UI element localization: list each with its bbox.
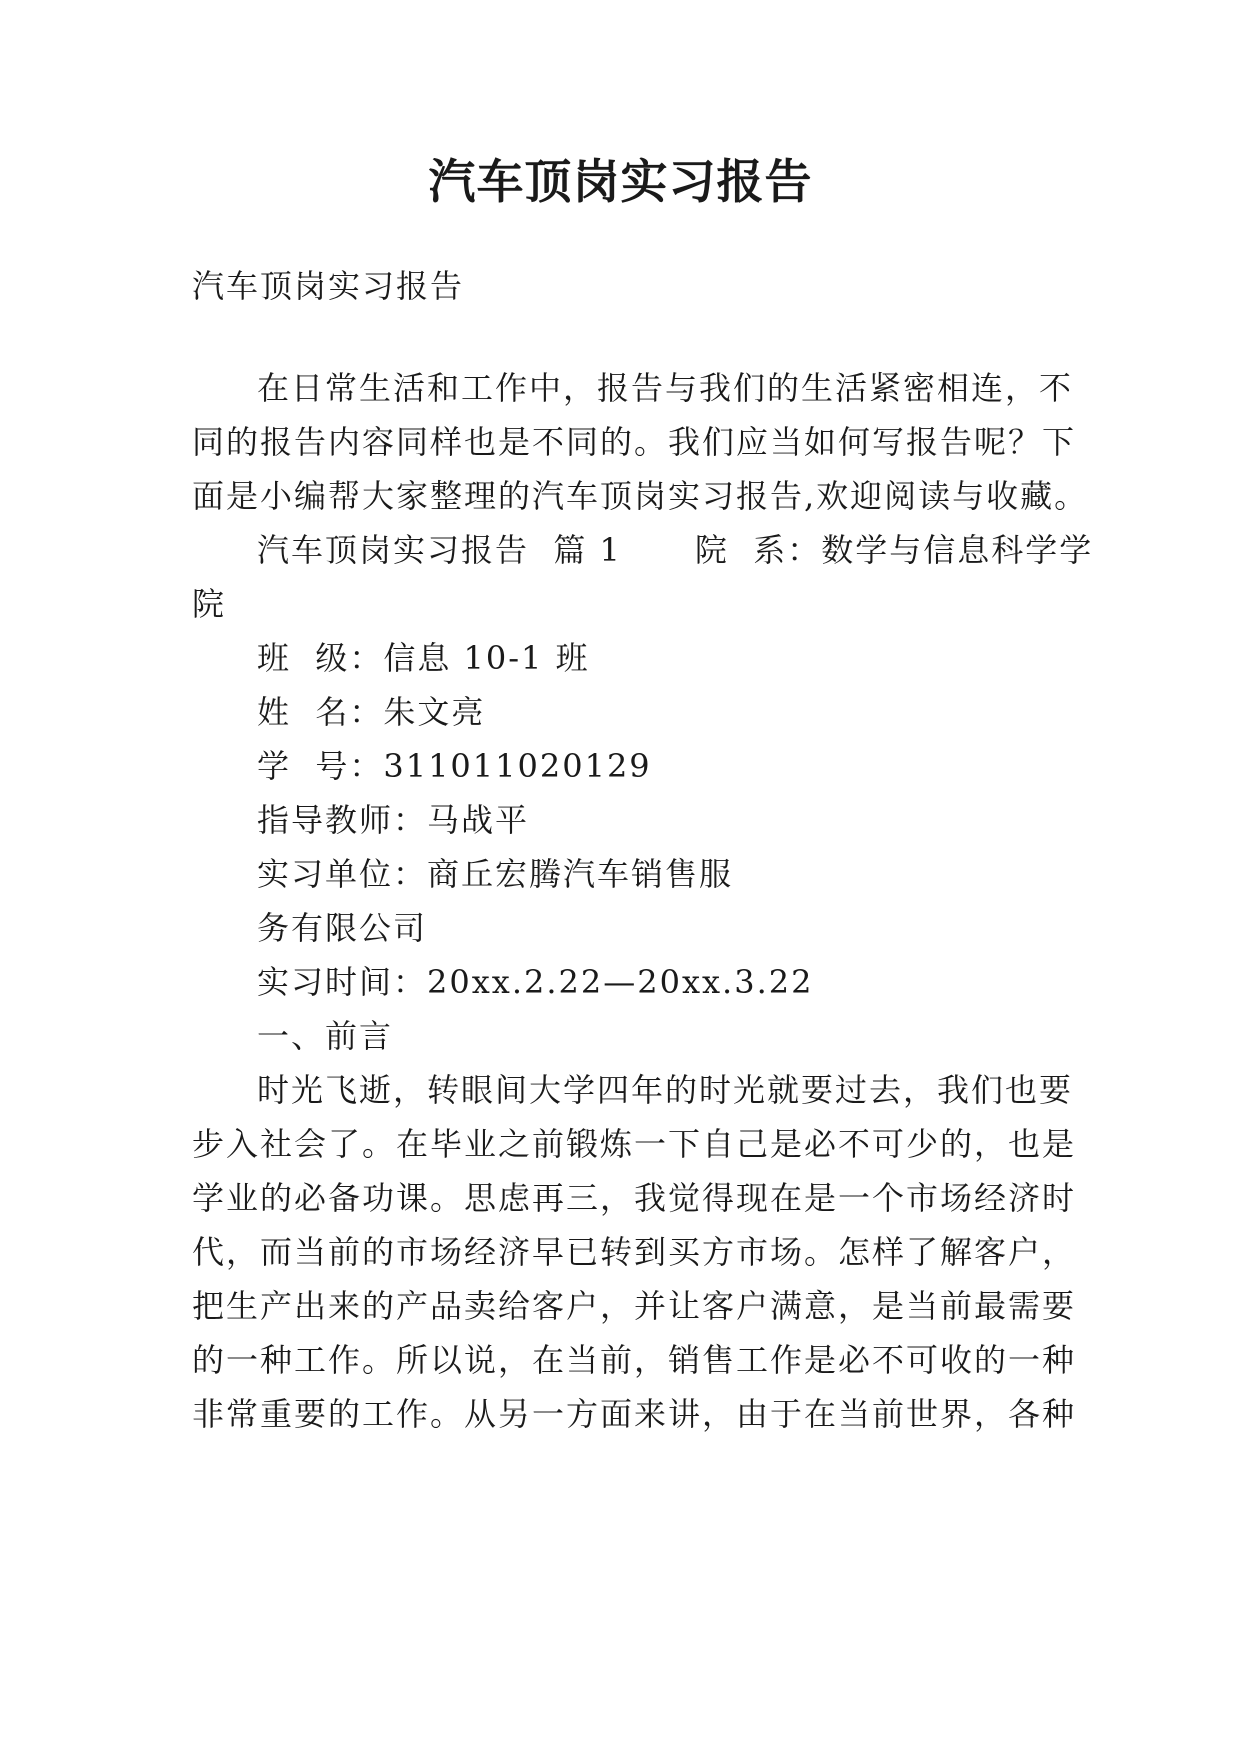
preface-line-4: 代，而当前的市场经济早已转到买方市场。怎样了解客户， bbox=[192, 1233, 1077, 1271]
info-unit-line-2: 务有限公司 bbox=[257, 909, 428, 947]
info-period: 实习时间：20xx.2.22—20xx.3.22 bbox=[257, 963, 814, 1001]
document-title: 汽车顶岗实习报告 bbox=[428, 155, 813, 210]
section-header-line-2: 院 bbox=[192, 585, 227, 623]
info-class: 班 级：信息 10-1 班 bbox=[257, 639, 590, 677]
preface-line-1: 时光飞逝，转眼间大学四年的时光就要过去，我们也要 bbox=[257, 1071, 1074, 1109]
intro-line-3: 面是小编帮大家整理的汽车顶岗实习报告,欢迎阅读与收藏。 bbox=[192, 477, 1089, 515]
preface-line-5: 把生产出来的产品卖给客户，并让客户满意，是当前最需要 bbox=[192, 1287, 1077, 1325]
preface-line-7: 非常重要的工作。从另一方面来讲，由于在当前世界，各种 bbox=[192, 1395, 1077, 1433]
info-name: 姓 名：朱文亮 bbox=[257, 693, 486, 731]
document-subtitle: 汽车顶岗实习报告 bbox=[192, 267, 465, 305]
info-unit-line-1: 实习单位：商丘宏腾汽车销售服 bbox=[257, 855, 734, 893]
intro-line-2: 同的报告内容同样也是不同的。我们应当如何写报告呢？下 bbox=[192, 423, 1077, 461]
preface-line-6: 的一种工作。所以说，在当前，销售工作是必不可收的一种 bbox=[192, 1341, 1077, 1379]
intro-line-1: 在日常生活和工作中，报告与我们的生活紧密相连，不 bbox=[257, 369, 1074, 407]
info-advisor: 指导教师：马战平 bbox=[257, 801, 530, 839]
info-student-id: 学 号：311011020129 bbox=[257, 747, 652, 785]
section-header-line-1: 汽车顶岗实习报告 篇 1 院 系：数学与信息科学学 bbox=[257, 531, 1094, 569]
preface-line-2: 步入社会了。在毕业之前锻炼一下自己是必不可少的，也是 bbox=[192, 1125, 1077, 1163]
heading-preface: 一、前言 bbox=[257, 1017, 394, 1055]
preface-line-3: 学业的必备功课。思虑再三，我觉得现在是一个市场经济时 bbox=[192, 1179, 1077, 1217]
